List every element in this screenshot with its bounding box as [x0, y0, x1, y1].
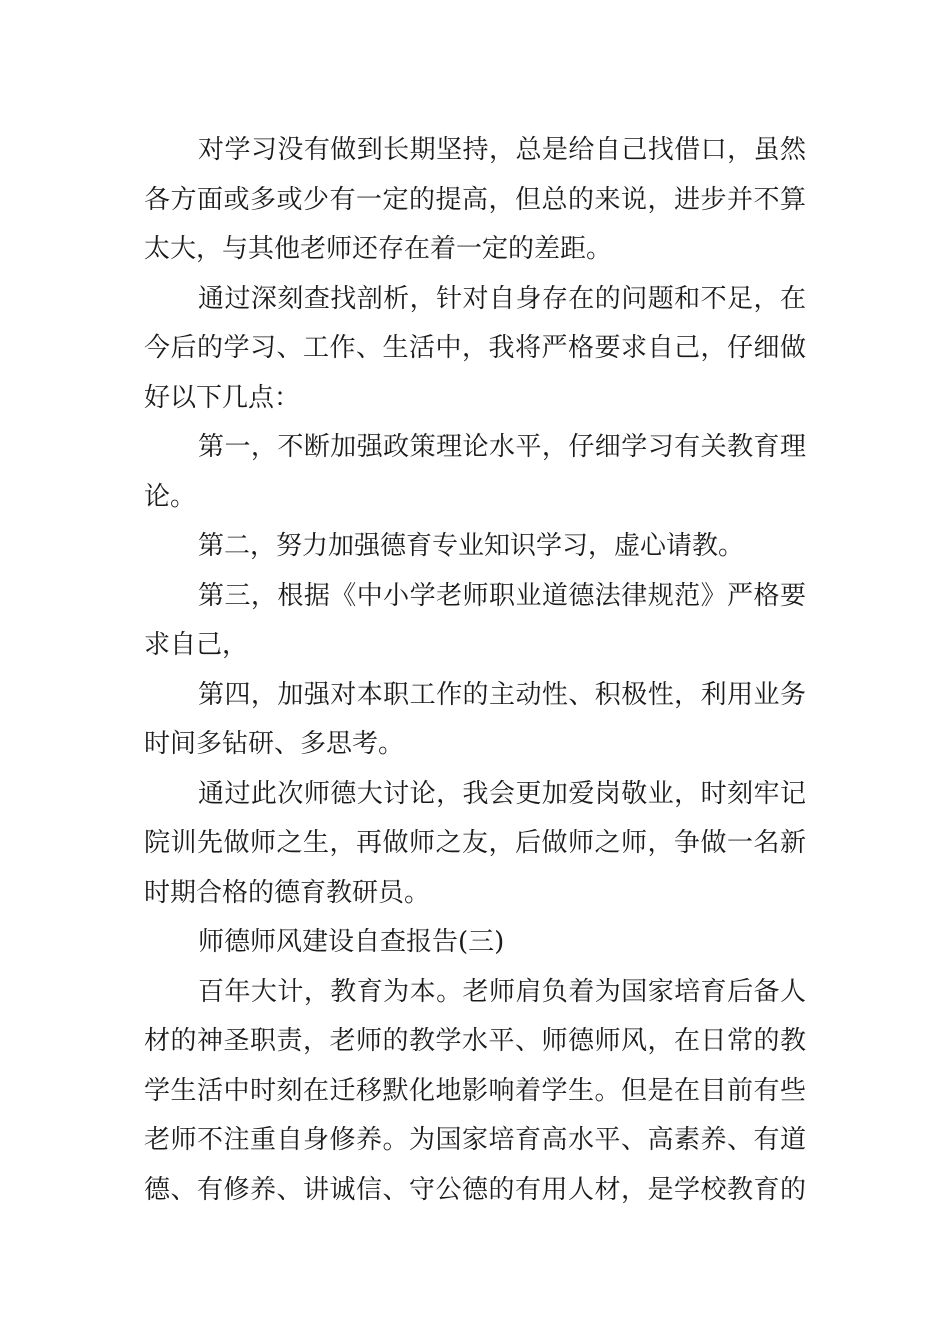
paragraph-5-line-2: 求自己，	[144, 630, 249, 660]
paragraph-9-line-4: 老师不注重自身修养。为国家培育高水平、高素养、有道	[144, 1125, 806, 1155]
paragraph-7-line-1: 通过此次师德大讨论，我会更加爱岗敬业，时刻牢记	[198, 778, 806, 809]
paragraph-7-line-3: 时期合格的德育教研员。	[144, 877, 431, 908]
paragraph-2-line-3: 好以下几点：	[144, 382, 301, 413]
paragraph-7-line-2: 院训先做师之生，再做师之友，后做师之师，争做一名新	[144, 828, 806, 858]
paragraph-3-line-2: 论。	[144, 481, 197, 512]
section-heading: 师德师风建设自查报告(三)	[198, 927, 505, 957]
paragraph-2-line-2: 今后的学习、工作、生活中，我将严格要求自己，仔细做	[144, 333, 806, 363]
paragraph-1-line-2: 各方面或多或少有一定的提高，但总的来说，进步并不算	[144, 184, 806, 215]
paragraph-3-line-1: 第一，不断加强政策理论水平，仔细学习有关教育理	[198, 432, 806, 462]
paragraph-2-line-1: 通过深刻查找剖析，针对自身存在的问题和不足，在	[198, 283, 806, 314]
document-body	[144, 126, 806, 1215]
paragraph-9-line-1: 百年大计，教育为本。老师肩负着为国家培育后备人	[198, 976, 806, 1007]
paragraph-6-line-2: 时间多钻研、多思考。	[144, 729, 405, 759]
paragraph-4-line-1: 第二，努力加强德育专业知识学习，虚心请教。	[198, 531, 745, 561]
paragraph-6-line-1: 第四，加强对本职工作的主动性、积极性，利用业务	[198, 679, 806, 710]
paragraph-5-line-1: 第三，根据《中小学老师职业道德法律规范》严格要	[198, 580, 806, 611]
paragraph-9-line-3: 学生活中时刻在迁移默化地影响着学生。但是在目前有些	[144, 1075, 806, 1106]
paragraph-9-line-2: 材的神圣职责，老师的教学水平、师德师风，在日常的教	[144, 1026, 806, 1056]
paragraph-1-line-1: 对学习没有做到长期坚持，总是给自己找借口，虽然	[198, 135, 806, 165]
paragraph-9-line-5: 德、有修养、讲诚信、守公德的有用人材，是学校教育的	[144, 1174, 806, 1205]
paragraph-1-line-3: 太大，与其他老师还存在着一定的差距。	[144, 234, 613, 264]
